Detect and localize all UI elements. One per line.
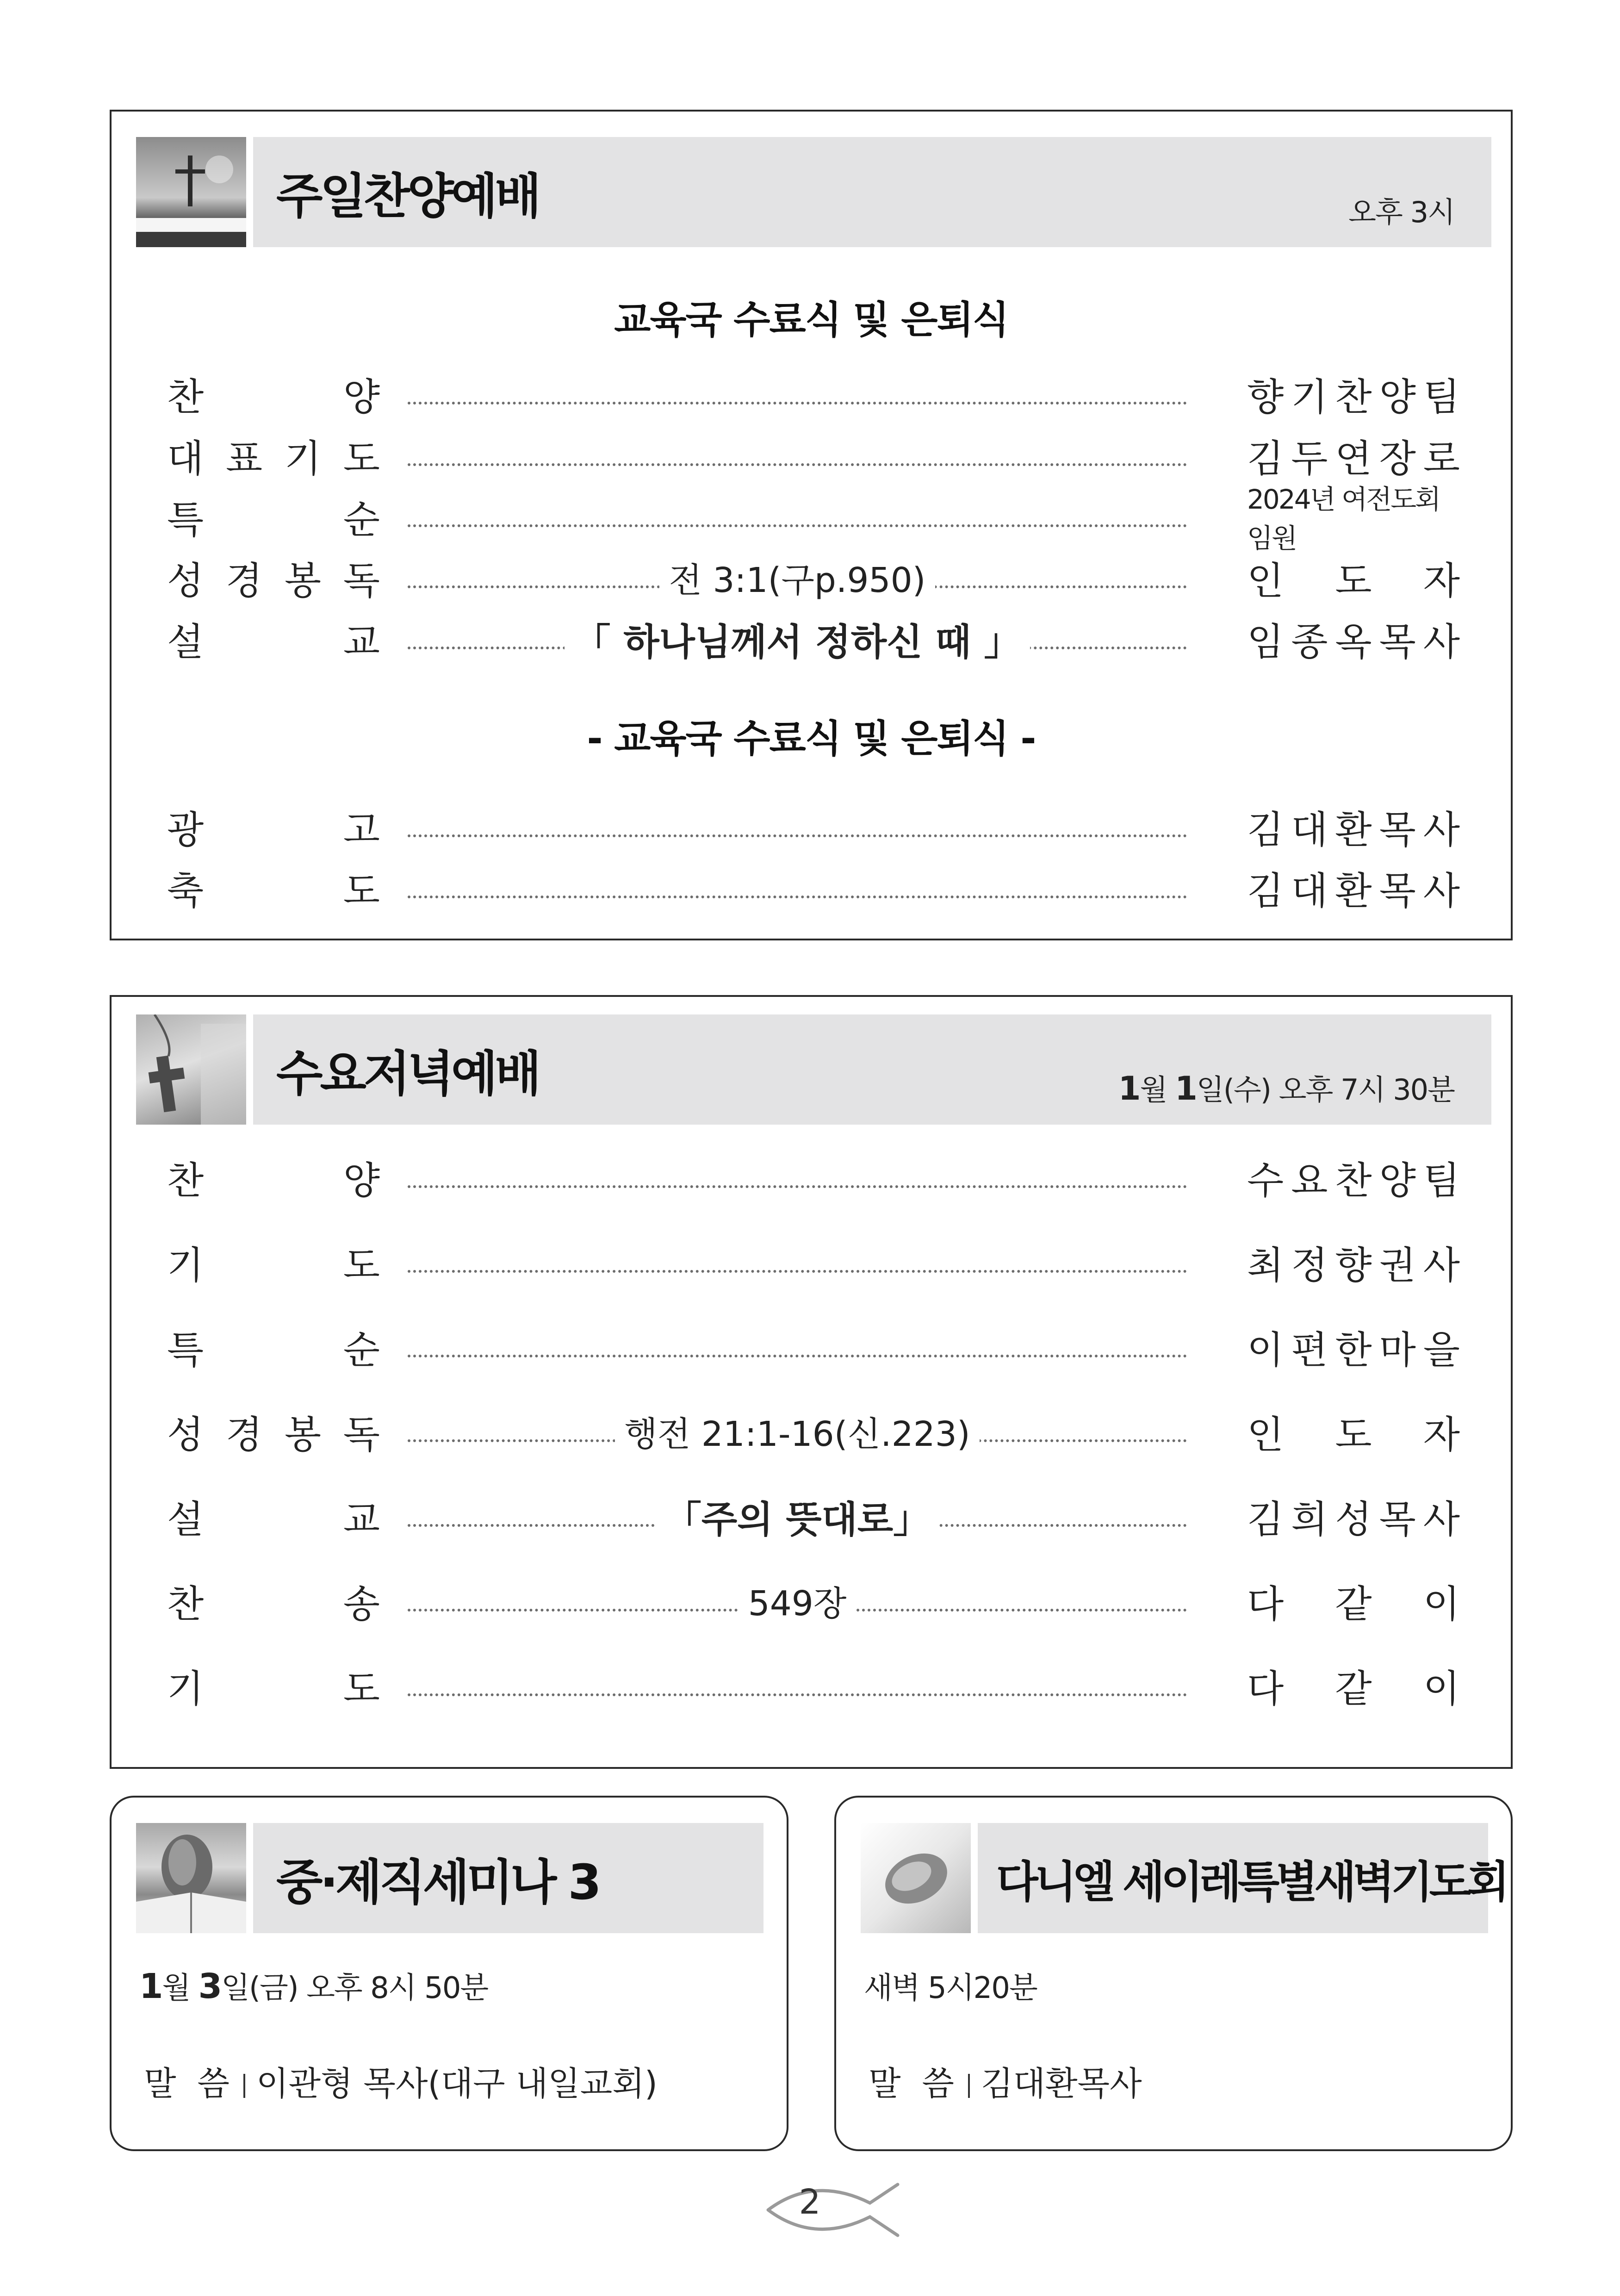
- sunday-interlude: - 교육국 수료식 및 은퇴식 -: [587, 717, 1036, 761]
- seminar-box: [110, 1796, 788, 2151]
- cross-candle-photo: [136, 137, 246, 247]
- order-person: 김 두 연 장 로: [1247, 436, 1460, 481]
- dot-leader: [408, 1355, 1187, 1357]
- order-row: [112, 613, 1511, 664]
- cross-icon: [136, 137, 246, 247]
- sermon-title: 「주의 뜻대로」: [408, 1491, 1187, 1542]
- order-label: 성 경 봉 독: [167, 559, 380, 603]
- daniel-prayer-box: [834, 1796, 1513, 2151]
- cross-pendant-icon: [136, 1014, 246, 1125]
- order-row: [112, 1660, 1511, 1711]
- daniel-header-bar: [978, 1823, 1506, 1933]
- dot-leader: [408, 1693, 1187, 1696]
- order-row: [112, 484, 1511, 554]
- order-person: 김 대 환 목 사: [1247, 869, 1460, 913]
- dot-leader: [408, 1185, 1187, 1188]
- sunday-subtitle: 교육국 수료식 및 은퇴식: [614, 298, 1008, 342]
- order-person: 수 요 찬 양 팀: [1247, 1158, 1460, 1203]
- order-row: [112, 552, 1511, 603]
- order-label: 설 교: [167, 1497, 380, 1542]
- order-label: 찬 양: [167, 1158, 380, 1203]
- order-label: 축 도: [167, 869, 380, 913]
- order-label: 특 순: [167, 498, 380, 542]
- order-person: 김 대 환 목 사: [1247, 808, 1460, 852]
- dot-leader: [408, 402, 1187, 404]
- order-row: [112, 1575, 1511, 1626]
- sunday-service-box: [110, 110, 1513, 940]
- order-row: [112, 430, 1511, 481]
- wednesday-time: 1월 1일(수) 오후 7시 30분: [1118, 1070, 1454, 1108]
- order-label: 성 경 봉 독: [167, 1412, 380, 1457]
- order-label: 광 고: [167, 808, 380, 852]
- order-person: 김 희 성 목 사: [1247, 1497, 1460, 1542]
- praying-hands-bible-photo: [136, 1823, 246, 1933]
- order-label: 특 순: [167, 1328, 380, 1372]
- order-row: [112, 1152, 1511, 1203]
- order-detail: 행전 21:1-16(신.223): [408, 1406, 1187, 1457]
- separator: [968, 2074, 970, 2098]
- order-detail: 전 3:1(구p.950): [408, 552, 1187, 603]
- order-person: 다 같 이: [1247, 1667, 1460, 1711]
- seminar-header-bar: [253, 1823, 763, 1933]
- order-person: 2024년 여전도회 임원: [1247, 484, 1440, 554]
- order-person: 다 같 이: [1247, 1582, 1460, 1626]
- dot-leader: [408, 463, 1187, 466]
- order-row: [112, 801, 1511, 852]
- wednesday-service-box: [110, 995, 1513, 1769]
- order-label: 기 도: [167, 1667, 380, 1711]
- dot-leader: [408, 896, 1187, 898]
- praying-hands-icon: [136, 1823, 246, 1933]
- order-detail: 549장: [408, 1575, 1187, 1626]
- order-person: 향 기 찬 양 팀: [1247, 375, 1460, 419]
- seminar-time: 1월 3일(금) 오후 8시 50분: [139, 1966, 488, 2006]
- wednesday-header-bar: [253, 1014, 1491, 1125]
- order-row: [112, 368, 1511, 419]
- dot-leader: [408, 1270, 1187, 1273]
- order-person: 이 편 한 마 을: [1247, 1328, 1460, 1372]
- order-person: 인 도 자: [1247, 1412, 1460, 1457]
- wednesday-title: 수요저녁예배: [276, 1045, 539, 1102]
- order-label: 설 교: [167, 620, 380, 664]
- order-row: [112, 1321, 1511, 1372]
- sunday-title: 주일찬양예배: [276, 168, 539, 224]
- page-number: 2: [799, 2182, 821, 2222]
- praying-hands-photo: [861, 1823, 971, 1933]
- cross-necklace-photo: [136, 1014, 246, 1125]
- seminar-title: 중·제직세미나 3: [276, 1854, 599, 1910]
- sunday-header-bar: [253, 137, 1491, 247]
- order-row: [112, 1237, 1511, 1288]
- order-row: [112, 862, 1511, 913]
- daniel-speaker: 말 씀 김대환목사: [869, 2064, 1142, 2103]
- separator: [243, 2074, 245, 2098]
- order-label: 찬 송: [167, 1582, 380, 1626]
- order-label: 대 표 기 도: [167, 436, 380, 481]
- order-label: 기 도: [167, 1243, 380, 1288]
- order-row: [112, 1491, 1511, 1542]
- order-row: [112, 1406, 1511, 1457]
- sermon-title: 「 하나님께서 정하신 때 」: [408, 613, 1187, 664]
- sunday-time: 오후 3시: [1348, 195, 1454, 229]
- dot-leader: [408, 834, 1187, 837]
- order-person: 최 정 향 권 사: [1247, 1243, 1460, 1288]
- daniel-time: 새벽 5시20분: [864, 1971, 1037, 2005]
- dot-leader: [408, 524, 1187, 527]
- order-label: 찬 양: [167, 375, 380, 419]
- clasped-hands-icon: [861, 1823, 971, 1933]
- seminar-speaker: 말 씀 이관형 목사(대구 내일교회): [144, 2064, 658, 2103]
- order-person: 인 도 자: [1247, 559, 1460, 603]
- daniel-title: 다니엘 세이레특별새벽기도회: [996, 1857, 1506, 1908]
- order-person: 임 종 옥 목 사: [1247, 620, 1460, 664]
